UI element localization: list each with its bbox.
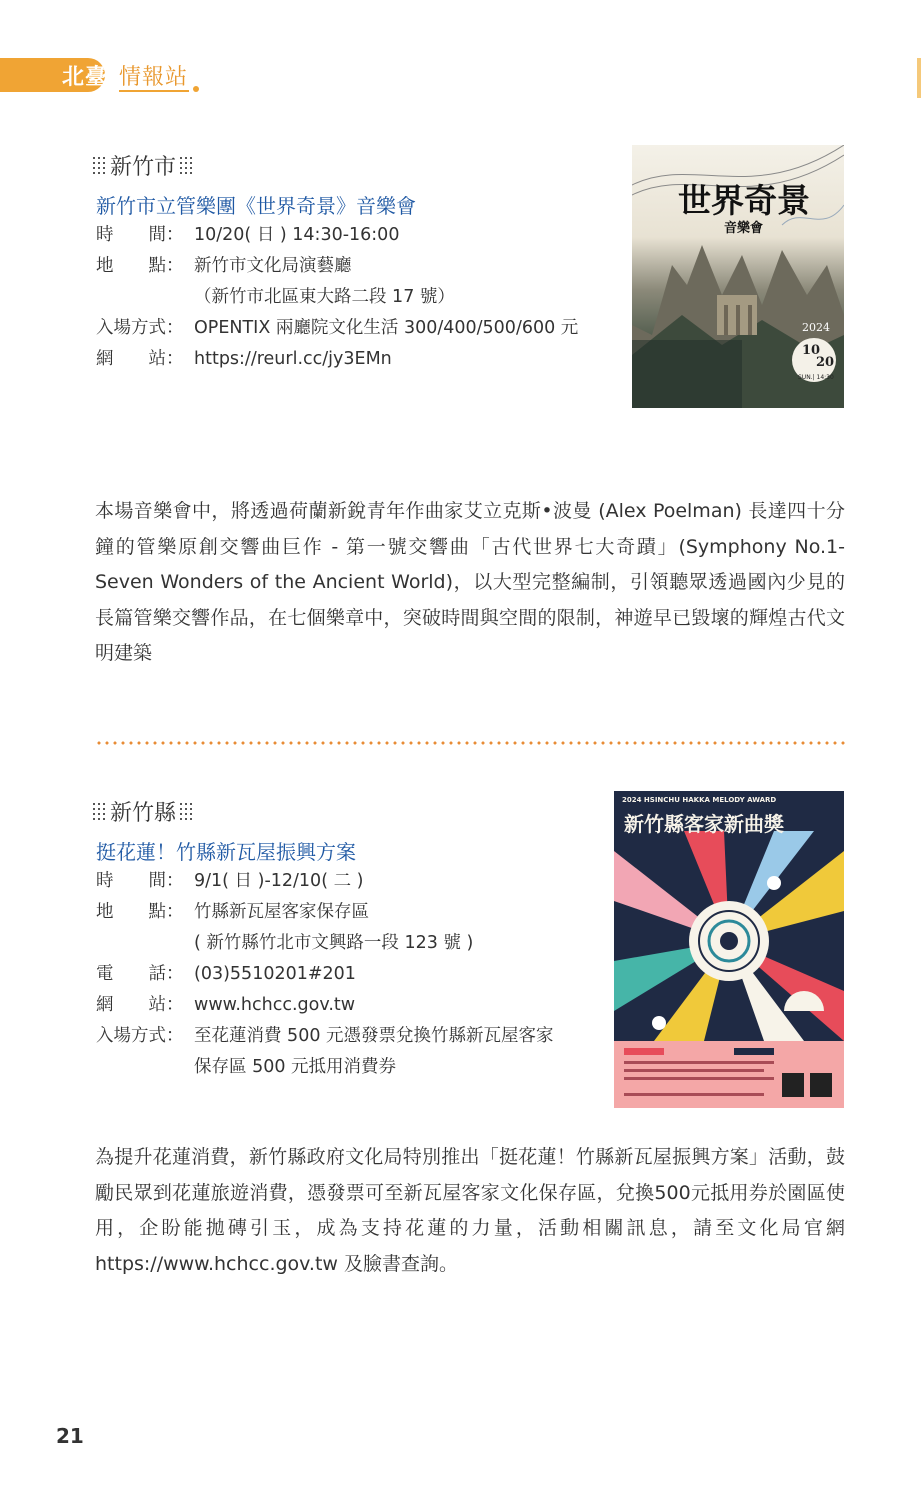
header-dot	[193, 86, 199, 92]
info-row	[96, 220, 578, 251]
section-label-hsinchu-county	[93, 796, 193, 827]
info-row	[96, 313, 578, 344]
event-info	[96, 866, 554, 1083]
info-row	[96, 990, 554, 1021]
concert-poster	[632, 145, 844, 408]
info-value: (03)5510201#201	[194, 964, 356, 984]
info-row	[96, 866, 554, 897]
info-value: https://reurl.cc/jy3EMn	[194, 349, 392, 369]
event-title: 挺花蓮！竹縣新瓦屋振興方案	[96, 840, 356, 864]
poster-year: 2024	[802, 321, 830, 334]
info-value: OPENTIX 兩廳院文化生活 300/400/500/600 元	[194, 318, 579, 338]
poster-date-month: 10	[802, 343, 821, 358]
info-row	[96, 897, 554, 928]
info-label: 地 點：	[96, 902, 184, 922]
header-underline	[119, 90, 189, 92]
info-label: 電 話：	[96, 964, 184, 984]
info-value: 9/1( 日 )-12/10( 二 )	[194, 871, 364, 891]
dots-icon	[180, 157, 193, 175]
info-label: 網 站：	[96, 349, 184, 369]
section1-paragraph: 本場音樂會中，將透過荷蘭新銳青年作曲家艾立克斯•波曼 (Alex Poelman) 長達四十分鐘的管樂原創交響曲巨作 - 第一號交響曲「古代世界七大奇蹟」(Symphony No.1- Seven Wonders of the Ancient World)，以大型完整編制，引領聽眾透過國內少見的長篇管樂交響作品，在七個樂章中，突破時間與空間的限制，神遊早已毀壞的輝煌古代文明建築	[95, 500, 845, 664]
info-value: 竹縣新瓦屋客家保存區	[194, 902, 369, 922]
dotted-divider	[95, 741, 845, 745]
info-value: www.hchcc.gov.tw	[194, 995, 356, 1015]
poster-title: 新竹縣客家新曲獎	[624, 812, 784, 836]
info-label: 網 站：	[96, 995, 184, 1015]
info-row	[96, 251, 578, 282]
poster-top-line: 2024 HSINCHU HAKKA MELODY AWARD	[622, 796, 777, 804]
poster-art	[614, 791, 844, 1108]
info-label: 入場方式：	[96, 1026, 184, 1046]
info-value: （新竹市北區東大路二段 17 號）	[194, 287, 455, 307]
info-row	[96, 928, 554, 959]
page-edge-tab	[917, 58, 921, 98]
info-value: ( 新竹縣竹北市文興路一段 123 號 )	[194, 933, 474, 953]
section-label-text: 新竹縣	[110, 801, 177, 826]
event-title: 新竹市立管樂團《世界奇景》音樂會	[96, 194, 416, 218]
info-label	[96, 282, 194, 313]
dots-icon	[93, 157, 106, 175]
event-info	[96, 220, 578, 375]
header-main-label: 北臺	[62, 65, 109, 90]
info-value: 保存區 500 元抵用消費券	[194, 1057, 397, 1077]
header-sub-label: 情報站	[119, 65, 189, 90]
section2-paragraph: 為提升花蓮消費，新竹縣政府文化局特別推出「挺花蓮！竹縣新瓦屋振興方案」活動，鼓勵民眾到花蓮旅遊消費，憑發票可至新瓦屋客家文化保存區，兌換500元抵用券於園區使用，企盼能拋磚引玉，成為支持花蓮的力量，活動相關訊息，請至文化局官網 https://www.hchcc.gov.tw 及臉書查詢。	[95, 1146, 845, 1275]
poster-date-day: 20	[816, 355, 835, 370]
info-value: 新竹市文化局演藝廳	[194, 256, 352, 276]
dots-icon	[93, 803, 106, 821]
info-row	[96, 344, 578, 375]
award-poster	[614, 791, 844, 1108]
info-row	[96, 1021, 554, 1052]
poster-title: 世界奇景	[678, 181, 810, 220]
page-number: 21	[56, 1424, 84, 1448]
info-label	[96, 1052, 194, 1083]
info-value: 至花蓮消費 500 元憑發票兌換竹縣新瓦屋客家	[194, 1026, 554, 1046]
info-label: 入場方式：	[96, 318, 184, 338]
info-row	[96, 282, 578, 313]
dots-icon	[180, 803, 193, 821]
info-row	[96, 1052, 554, 1083]
section-label-hsinchu-city	[93, 150, 193, 181]
info-row	[96, 959, 554, 990]
info-label: 地 點：	[96, 256, 184, 276]
poster-time: SUN.| 14:30	[798, 374, 834, 381]
section-label-text: 新竹市	[110, 155, 177, 180]
info-value: 10/20( 日 ) 14:30-16:00	[194, 225, 400, 245]
info-label: 時 間：	[96, 225, 184, 245]
info-label: 時 間：	[96, 871, 184, 891]
poster-subtitle: 音樂會	[724, 221, 764, 236]
info-label	[96, 928, 194, 959]
